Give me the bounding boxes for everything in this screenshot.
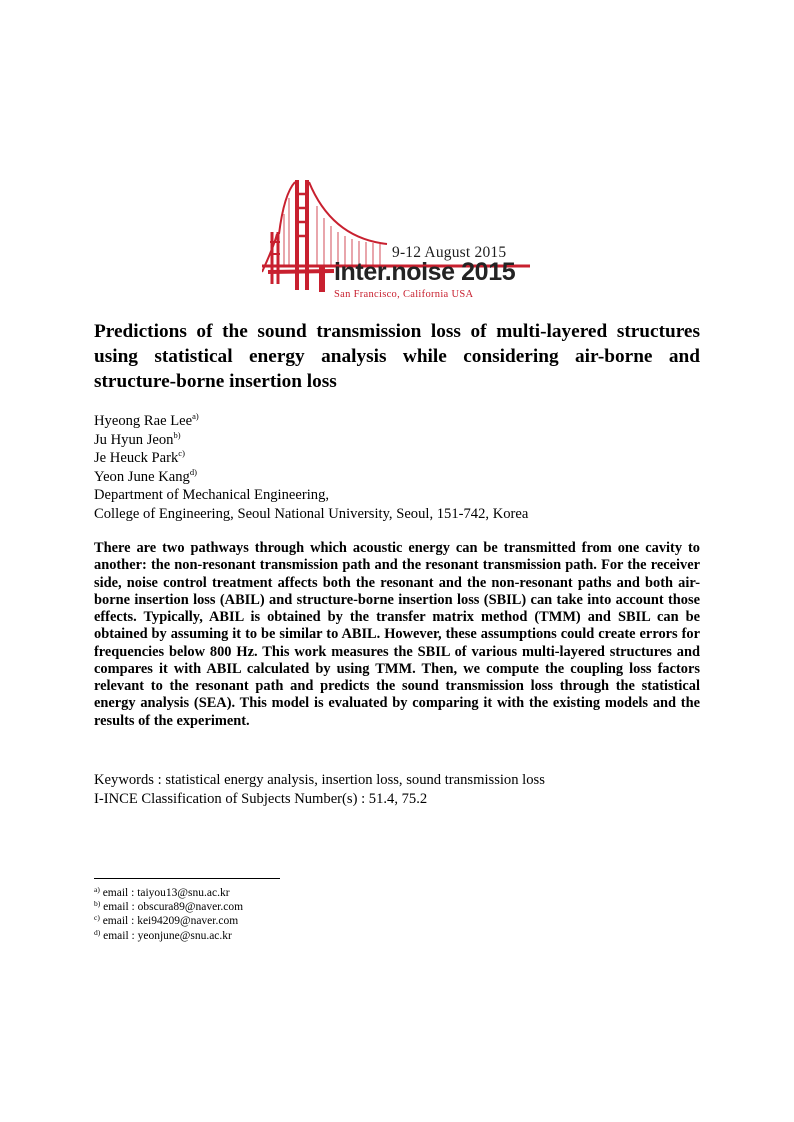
footnote	[94, 900, 494, 914]
footnote	[94, 929, 494, 943]
logo-name: inter.noise 2015	[334, 258, 516, 286]
author-name: Ju Hyun Jeon	[94, 431, 174, 448]
abstract: There are two pathways through which acoustic energy can be transmitted from one cavity to another: the non-resonant transmission path and the resonant transmission path. For the receiver side, noise control treatment affects both the resonant and the non-resonant paths and both air-borne insertion loss (ABIL) and structure-borne insertion loss (SBIL) can take into account those effects. Typically, ABIL is obtained by the transfer matrix method (TMM) and SBIL can be obtained by assuming it to be similar to ABIL. However, these assumptions could create errors for frequencies below 800 Hz. This work measures the SBIL of various multi-layered structures and compares it with ABIL calculated by using TMM. Then, we compute the coupling loss factors relevant to the resonant path and predicts the sound transmission loss through the statistical energy analysis (SEA). This model is evaluated by comparing it with the existing models and the results of the experiment.	[94, 540, 700, 729]
footnote-text: email : taiyou13@snu.ac.kr	[99, 887, 230, 899]
footnote-mark: c)	[94, 913, 100, 923]
author-name: Hyeong Rae Lee	[94, 413, 193, 429]
author-block	[94, 412, 714, 523]
footnote-mark: b)	[94, 899, 101, 909]
author-mark: c)	[178, 448, 185, 458]
footnote-text: email : obscura89@naver.com	[100, 901, 244, 914]
footnotes	[94, 886, 494, 943]
author-name: Je Heuck Park	[94, 450, 179, 466]
author-line	[94, 431, 714, 450]
affiliation-department: Department of Mechanical Engineering,	[94, 487, 330, 503]
classification: I-INCE Classification of Subjects Number(s) : 51.4, 75.2	[94, 790, 428, 807]
footnote	[94, 914, 494, 928]
author-mark: b)	[173, 429, 181, 440]
logo-date: 9-12 August 2015	[392, 244, 507, 261]
footnote	[94, 886, 494, 900]
paper-title: Predictions of the sound transmission loss of multi-layered structures using statistical energy analysis while considering air-borne and structure-borne insertion loss	[94, 321, 700, 392]
keywords-block	[94, 771, 714, 808]
conference-logo	[262, 176, 534, 308]
author-line	[94, 468, 714, 487]
author-mark: d)	[189, 466, 197, 477]
author-name: Yeon June Kang	[94, 468, 190, 485]
footnote-text: email : yeonjune@snu.ac.kr	[100, 929, 232, 942]
footnote-mark: d)	[94, 927, 101, 937]
author-line	[94, 412, 714, 431]
author-line	[94, 449, 714, 468]
affiliation-college: College of Engineering, Seoul National University, Seoul, 151-742, Korea	[94, 505, 529, 522]
footnote-mark: a)	[94, 885, 100, 894]
footnote-text: email : kei94209@naver.com	[99, 915, 239, 928]
keywords: Keywords : statistical energy analysis, insertion loss, sound transmission loss	[94, 772, 545, 788]
logo-place: San Francisco, California USA	[334, 289, 474, 300]
author-mark: a)	[192, 411, 199, 421]
footnote-divider	[94, 878, 280, 879]
